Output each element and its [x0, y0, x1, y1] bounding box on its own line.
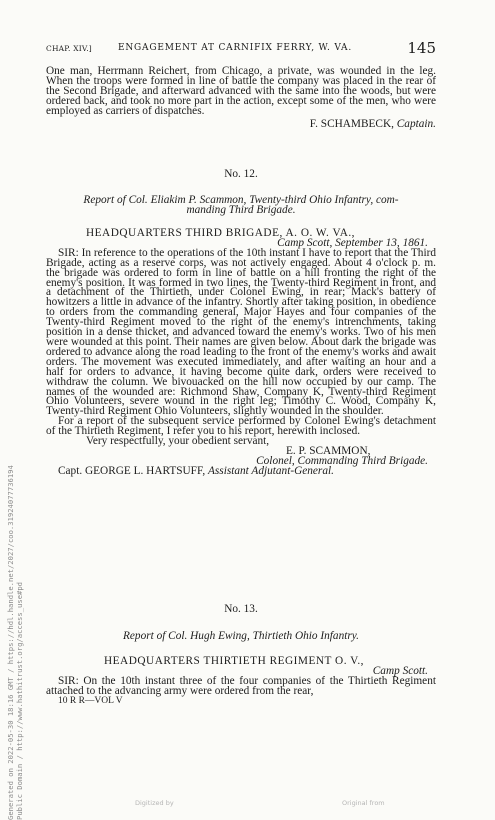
addressee-name: Capt. GEORGE L. HARTSUFF,	[58, 464, 206, 477]
hathitrust-sidebar	[2, 420, 26, 820]
report-title-line: manding Third Brigade.	[186, 203, 296, 216]
signature-name: F. SCHAMBECK,	[309, 117, 394, 130]
headquarters-line: HEADQUARTERS THIRTIETH REGIMENT O. V.,	[104, 655, 365, 667]
signature-mark: 10 R R—VOL V	[58, 695, 123, 706]
signature-title: Colonel, Commanding Third Brigade.	[256, 454, 428, 467]
report-number: No. 12.	[224, 168, 258, 180]
addressee-title: Assistant Adjutant-General.	[208, 464, 334, 477]
header-title: ENGAGEMENT AT CARNIFIX FERRY, W. VA.	[118, 43, 352, 53]
signature	[46, 117, 436, 130]
footer-digitized: Digitized by	[135, 799, 174, 807]
running-header	[46, 39, 436, 58]
signature-name: E. P. SCAMMON,	[286, 444, 371, 457]
scammon-report	[46, 229, 436, 477]
headquarters-line: HEADQUARTERS THIRD BRIGADE, A. O. W. VA.,	[86, 227, 356, 239]
schambeck-report-end	[46, 67, 436, 129]
body-paragraph: For a report of the subsequent service performed by Colonel Ewing's detachment of the Thirtieth Regiment, I refer you to his report, herewith inclosed.	[46, 415, 436, 438]
chapter-label: CHAP. XIV.]	[46, 44, 92, 53]
report-number: No. 13.	[224, 603, 258, 615]
closing-line: Very respectfully, your obedient servant,	[86, 435, 270, 448]
report-title: Report of Col. Hugh Ewing, Thirtieth Ohio Infantry.	[123, 630, 359, 642]
place-date-line: Camp Scott, September 13, 1861.	[277, 236, 428, 249]
signature-title: Captain.	[396, 117, 436, 130]
report-title	[46, 196, 436, 216]
body-paragraph: SIR: On the 10th instant three of the four companies of the Thirtieth Regiment attached to the advancing army were ordered from the rear,	[46, 674, 436, 697]
ewing-report	[46, 657, 436, 707]
public-domain-notice: Public Domain / http://www.hathitrust.org/access_use#pd	[15, 582, 24, 820]
addressee	[46, 464, 436, 477]
footer-original: Original from	[342, 799, 385, 807]
generated-notice: Generated on 2022-05-30 18:16 GMT / https://hdl.handle.net/2027/coo.31924077736194	[6, 465, 15, 820]
page-number: 145	[407, 39, 436, 57]
place-line: Camp Scott.	[372, 664, 428, 677]
report-title-line: Report of Col. Eliakim P. Scammon, Twenty-third Ohio Infantry, com-	[83, 194, 399, 206]
body-paragraph: SIR: In reference to the operations of the 10th instant I have to report that the Third Brigade, acting as a reserve corps, was not actively engaged. About 4 o'clock p. m. the brigade was ordered to form in line of battle on a hill fronting the right of the enemy's position. It was formed in two lines, the Twenty-third Regiment in front, and a detachment of the Thirtieth, under Colonel Ewing, in rear; Mack's battery of howitzers a little in advance of the infantry. Shortly after taking position, in obedience to orders from the commanding general, Major Hayes and four companies of the Twenty-third Regiment moved to the right of the enemy's intrenchments, taking position in a dense thicket, and advanced toward the enemy's works. Two of his men were wounded at this point. Their names are given below. About dark the brigade was ordered to advance along the road leading to the front of the enemy's works and await orders. The movement was executed immediately, and after waiting an hour and a half for orders to advance, it having become quite dark, orders were received to withdraw the column. We bivouacked on the hill now occupied by our camp. The names of the wounded are: Richmond Shaw, Company K, Twenty-third Regiment Ohio Volunteers, severe wound in the right leg; Timothy C. Wood, Company K, Twenty-third Regiment Ohio Volunteers, slightly wounded in the shoulder.	[46, 246, 436, 418]
body-paragraph: One man, Herrmann Reichert, from Chicago, a private, was wounded in the leg. When the troops were formed in line of battle the company was placed in the rear of the Second Brigade, and afterward advanced with the same into the woods, but were ordered back, and took no more part in the action, except some of the men, who were employed as carriers of dispatches.	[46, 65, 436, 117]
